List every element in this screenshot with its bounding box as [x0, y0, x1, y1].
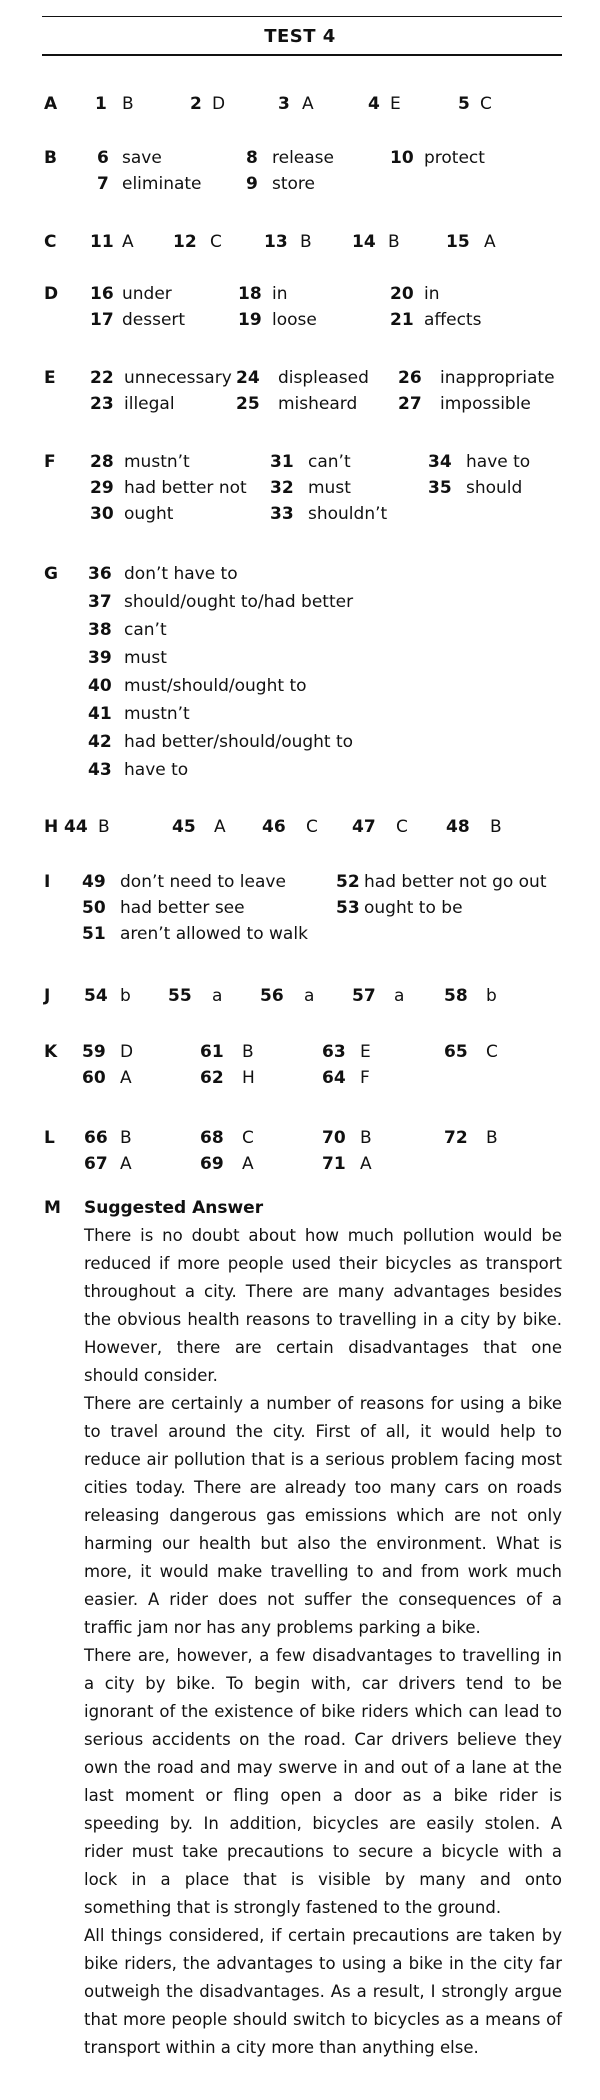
question-number: 11 [90, 232, 114, 252]
question-number: 44 [64, 817, 88, 837]
answer-text: can’t [308, 452, 351, 472]
section-letter-k: K [44, 1042, 58, 1062]
question-number: 19 [238, 310, 262, 330]
section-letter-f: F [44, 452, 56, 472]
question-number: 10 [390, 148, 414, 168]
question-number: 56 [260, 986, 284, 1006]
question-number: 26 [398, 368, 422, 388]
answer-text: F [360, 1068, 370, 1088]
question-number: 59 [82, 1042, 106, 1062]
section-letter-d: D [44, 284, 59, 304]
answer-text: B [98, 817, 110, 837]
answer-text: mustn’t [124, 452, 190, 472]
answer-text: C [210, 232, 222, 252]
section-letter-l: L [44, 1128, 55, 1148]
question-number: 52 [336, 872, 360, 892]
question-number: 49 [82, 872, 106, 892]
answer-text: A [214, 817, 226, 837]
question-number: 65 [444, 1042, 468, 1062]
answer-text: C [242, 1128, 254, 1148]
answer-text: don’t need to leave [120, 872, 286, 892]
question-number: 25 [236, 394, 260, 414]
section-letter-m: M [44, 1198, 61, 1218]
answer-text: must [308, 478, 351, 498]
answer-text: shouldn’t [308, 504, 388, 524]
answer-text: A [302, 94, 314, 114]
answer-text: ought [124, 504, 174, 524]
question-number: 41 [88, 704, 112, 724]
answer-text: B [120, 1128, 132, 1148]
question-number: 43 [88, 760, 112, 780]
question-number: 30 [90, 504, 114, 524]
answer-text: B [300, 232, 312, 252]
answer-text: A [242, 1154, 254, 1174]
question-number: 27 [398, 394, 422, 414]
question-number: 71 [322, 1154, 346, 1174]
question-number: 61 [200, 1042, 224, 1062]
question-number: 7 [97, 174, 109, 194]
answer-text: E [390, 94, 401, 114]
question-number: 38 [88, 620, 112, 640]
top-rule [42, 16, 562, 17]
title-rule [42, 54, 562, 56]
answer-text: must/should/ought to [124, 676, 307, 696]
question-number: 47 [352, 817, 376, 837]
answer-text: in [272, 284, 288, 304]
essay-heading: Suggested Answer [84, 1198, 264, 1218]
essay-paragraph: There are, however, a few disadvantages to travelling in a city by bike. To begin with, car drivers tend to be ignorant of the existence of bike riders which can lead to serious accidents on the road. Car drivers believe they own the road and may swerve in and out of a lane at the last moment or fling open a door as a bike rider is speeding by. In addition, bicycles are easily stolen. A rider must take precautions to secure a bicycle with a lock in a place that is visible by many and onto something that is strongly fastened to the ground. [84, 1646, 562, 1917]
question-number: 28 [90, 452, 114, 472]
question-number: 57 [352, 986, 376, 1006]
answer-text: mustn’t [124, 704, 190, 724]
question-number: 40 [88, 676, 112, 696]
question-number: 13 [264, 232, 288, 252]
question-number: 24 [236, 368, 260, 388]
answer-text: have to [466, 452, 531, 472]
answer-text: misheard [278, 394, 358, 414]
question-number: 35 [428, 478, 452, 498]
answer-text: ought to be [364, 898, 463, 918]
answer-text: A [120, 1068, 132, 1088]
answer-text: B [490, 817, 502, 837]
answer-text: should/ought to/had better [124, 592, 354, 612]
question-number: 14 [352, 232, 376, 252]
section-letter-a: A [44, 94, 58, 114]
essay-paragraph: There are certainly a number of reasons for using a bike to travel around the city. First of all, it would help to reduce air pollution that is a serious problem facing most cities today. There are already too many cars on roads releasing dangerous gas emissions which are not only harming our health but also the environment. What is more, it would make travelling to and from work much easier. A rider does not suffer the consequences of a traffic jam nor has any problems parking a bike. [84, 1394, 562, 1637]
answer-text: C [480, 94, 492, 114]
question-number: 5 [458, 94, 470, 114]
answer-text: in [424, 284, 440, 304]
essay-paragraph: All things considered, if certain precautions are taken by bike riders, the advantages to using a bike in the city far outweigh the disadvantages. As a result, I strongly argue that more people should switch to bicycles as a means of transport within a city more than anything else. [84, 1926, 562, 2057]
answer-text: a [394, 986, 405, 1006]
answer-text: D [212, 94, 226, 114]
answer-text: B [122, 94, 134, 114]
section-letter-e: E [44, 368, 56, 388]
question-number: 72 [444, 1128, 468, 1148]
answer-text: dessert [122, 310, 186, 330]
answer-text: B [388, 232, 400, 252]
answer-text: illegal [124, 394, 175, 414]
answer-text: a [304, 986, 315, 1006]
question-number: 21 [390, 310, 414, 330]
question-number: 20 [390, 284, 414, 304]
answer-text: store [272, 174, 315, 194]
question-number: 50 [82, 898, 106, 918]
question-number: 55 [168, 986, 192, 1006]
question-number: 45 [172, 817, 196, 837]
question-number: 36 [88, 564, 112, 584]
answer-text: should [466, 478, 523, 498]
answer-text: have to [124, 760, 189, 780]
question-number: 64 [322, 1068, 346, 1088]
question-number: 63 [322, 1042, 346, 1062]
question-number: 70 [322, 1128, 346, 1148]
question-number: 68 [200, 1128, 224, 1148]
question-number: 37 [88, 592, 112, 612]
answer-text: D [120, 1042, 134, 1062]
question-number: 58 [444, 986, 468, 1006]
essay-body [84, 1222, 562, 2062]
answer-text: B [486, 1128, 498, 1148]
question-number: 39 [88, 648, 112, 668]
question-number: 34 [428, 452, 452, 472]
question-number: 23 [90, 394, 114, 414]
question-number: 6 [97, 148, 109, 168]
question-number: 2 [190, 94, 202, 114]
answer-text: C [486, 1042, 498, 1062]
answer-text: loose [272, 310, 317, 330]
answer-text: B [242, 1042, 254, 1062]
question-number: 51 [82, 924, 106, 944]
answer-text: B [360, 1128, 372, 1148]
answer-text: C [396, 817, 408, 837]
answer-text: impossible [440, 394, 531, 414]
answer-text: C [306, 817, 318, 837]
section-letter-c: C [44, 232, 57, 252]
question-number: 16 [90, 284, 114, 304]
question-number: 32 [270, 478, 294, 498]
answer-text: had better see [120, 898, 245, 918]
answer-text: H [242, 1068, 255, 1088]
section-letter-g: G [44, 564, 58, 584]
answer-text: inappropriate [440, 368, 555, 388]
answer-text: unnecessary [124, 368, 232, 388]
essay-paragraph: There is no doubt about how much pollution would be reduced if more people used their bicycles as transport throughout a city. There are many advantages besides the obvious health reasons to travelling in a city by bike. However, there are certain disadvantages that one should consider. [84, 1226, 562, 1385]
answer-text: A [122, 232, 134, 252]
question-number: 15 [446, 232, 470, 252]
answer-text: must [124, 648, 167, 668]
answer-text: A [484, 232, 496, 252]
question-number: 3 [278, 94, 290, 114]
question-number: 53 [336, 898, 360, 918]
answer-text: had better not go out [364, 872, 547, 892]
answer-text: save [122, 148, 162, 168]
answer-text: release [272, 148, 334, 168]
question-number: 67 [84, 1154, 108, 1174]
answer-text: E [360, 1042, 371, 1062]
answer-text: a [212, 986, 223, 1006]
answer-text: under [122, 284, 172, 304]
section-letter-b: B [44, 148, 57, 168]
question-number: 46 [262, 817, 286, 837]
answer-text: A [120, 1154, 132, 1174]
answer-text: A [360, 1154, 372, 1174]
page-title: TEST 4 [264, 26, 336, 47]
question-number: 9 [246, 174, 258, 194]
question-number: 17 [90, 310, 114, 330]
answer-text: affects [424, 310, 482, 330]
question-number: 69 [200, 1154, 224, 1174]
question-number: 8 [246, 148, 258, 168]
answer-text: displeased [278, 368, 369, 388]
answer-text: don’t have to [124, 564, 238, 584]
question-number: 29 [90, 478, 114, 498]
question-number: 54 [84, 986, 108, 1006]
answer-text: had better/should/ought to [124, 732, 354, 752]
answer-text: protect [424, 148, 485, 168]
answer-text: aren’t allowed to walk [120, 924, 308, 944]
answer-text: eliminate [122, 174, 202, 194]
section-letter-j: J [44, 986, 51, 1006]
answer-text: b [120, 986, 131, 1006]
question-number: 60 [82, 1068, 106, 1088]
answer-text: b [486, 986, 497, 1006]
question-number: 1 [95, 94, 107, 114]
section-letter-i: I [44, 872, 51, 892]
question-number: 4 [368, 94, 380, 114]
question-number: 22 [90, 368, 114, 388]
answer-text: can’t [124, 620, 167, 640]
question-number: 48 [446, 817, 470, 837]
question-number: 33 [270, 504, 294, 524]
answer-text: had better not [124, 478, 247, 498]
question-number: 62 [200, 1068, 224, 1088]
question-number: 42 [88, 732, 112, 752]
section-letter-h: H [44, 817, 59, 837]
question-number: 18 [238, 284, 262, 304]
question-number: 66 [84, 1128, 108, 1148]
question-number: 31 [270, 452, 294, 472]
question-number: 12 [173, 232, 197, 252]
